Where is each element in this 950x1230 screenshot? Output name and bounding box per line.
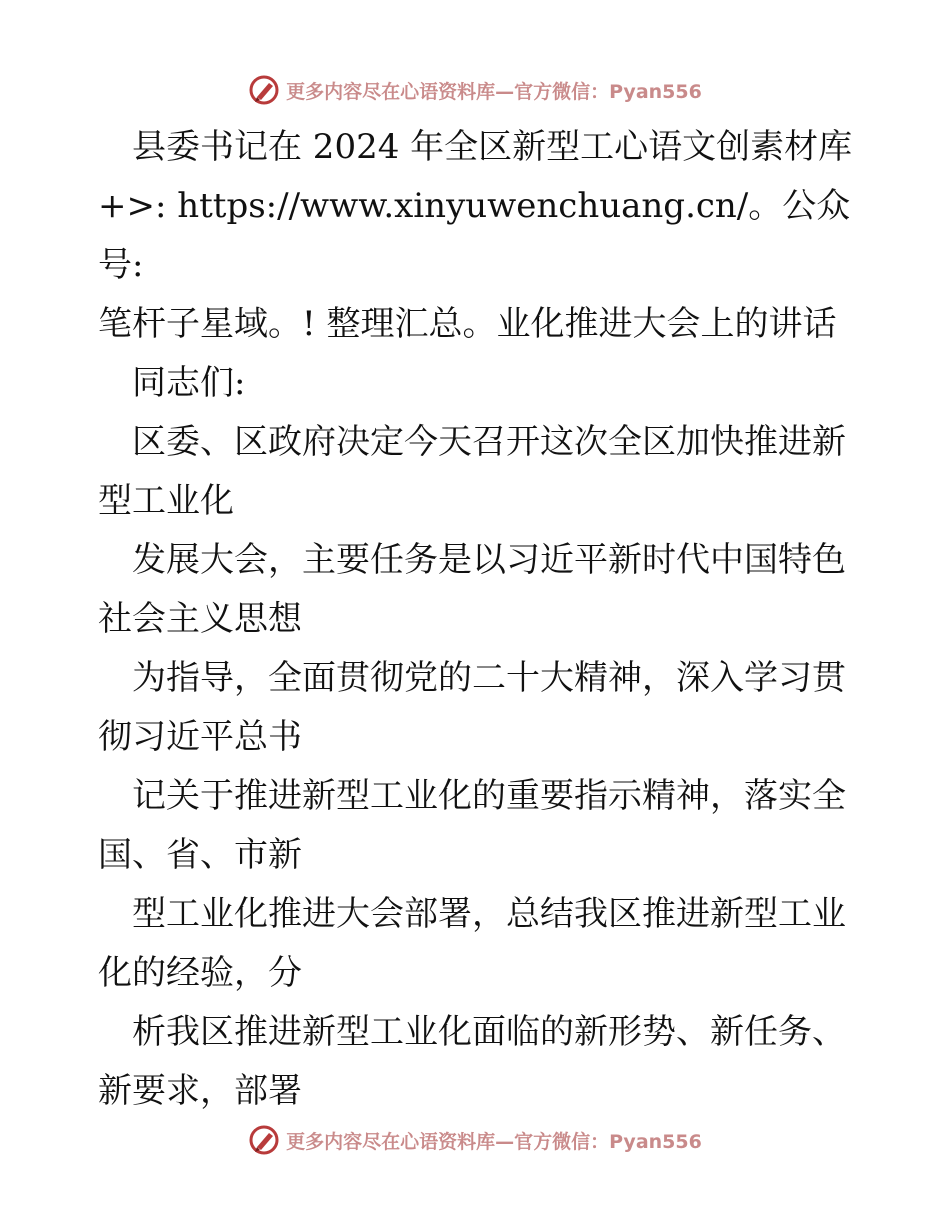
- text-line: 化的经验，分: [98, 953, 302, 993]
- text-line: 同志们:: [98, 363, 246, 403]
- text-line: 型工业化: [98, 481, 234, 521]
- paragraph: [98, 1003, 858, 1121]
- header-watermark-banner: [0, 70, 950, 110]
- text-line: +>: https://www.xinyuwenchuang.cn/。公众号:: [98, 186, 851, 285]
- pen-logo-icon: [248, 74, 280, 106]
- text-line: 记关于推进新型工业化的重要指示精神，落实全: [98, 776, 846, 816]
- paragraph-title: [98, 118, 858, 354]
- paragraph-salutation: [98, 354, 858, 413]
- text-line: 国、省、市新: [98, 835, 302, 875]
- text-line: 县委书记在 2024 年全区新型工心语文创素材库: [98, 127, 853, 167]
- header-watermark-text: 更多内容尽在心语资料库—官方微信：Pyan556: [286, 80, 702, 103]
- text-line: 彻习近平总书: [98, 717, 302, 757]
- text-line: 型工业化推进大会部署，总结我区推进新型工业: [98, 894, 846, 934]
- pen-logo-icon: [248, 1124, 280, 1156]
- text-line: 发展大会，主要任务是以习近平新时代中国特色: [98, 540, 846, 580]
- paragraph: [98, 531, 858, 649]
- text-line: 区委、区政府决定今天召开这次全区加快推进新: [98, 422, 846, 462]
- paragraph: [98, 649, 858, 767]
- paragraph: [98, 885, 858, 1003]
- text-line: 为指导，全面贯彻党的二十大精神，深入学习贯: [98, 658, 846, 698]
- footer-watermark-text: 更多内容尽在心语资料库—官方微信：Pyan556: [286, 1130, 702, 1153]
- text-line: 新要求，部署: [98, 1071, 302, 1111]
- paragraph: [98, 767, 858, 885]
- text-line: 笔杆子星域。! 整理汇总。业化推进大会上的讲话: [98, 304, 837, 344]
- paragraph: [98, 413, 858, 531]
- text-line: 社会主义思想: [98, 599, 302, 639]
- text-line: 析我区推进新型工业化面临的新形势、新任务、: [98, 1012, 846, 1052]
- document-body: [98, 118, 858, 1121]
- footer-watermark-banner: [0, 1120, 950, 1160]
